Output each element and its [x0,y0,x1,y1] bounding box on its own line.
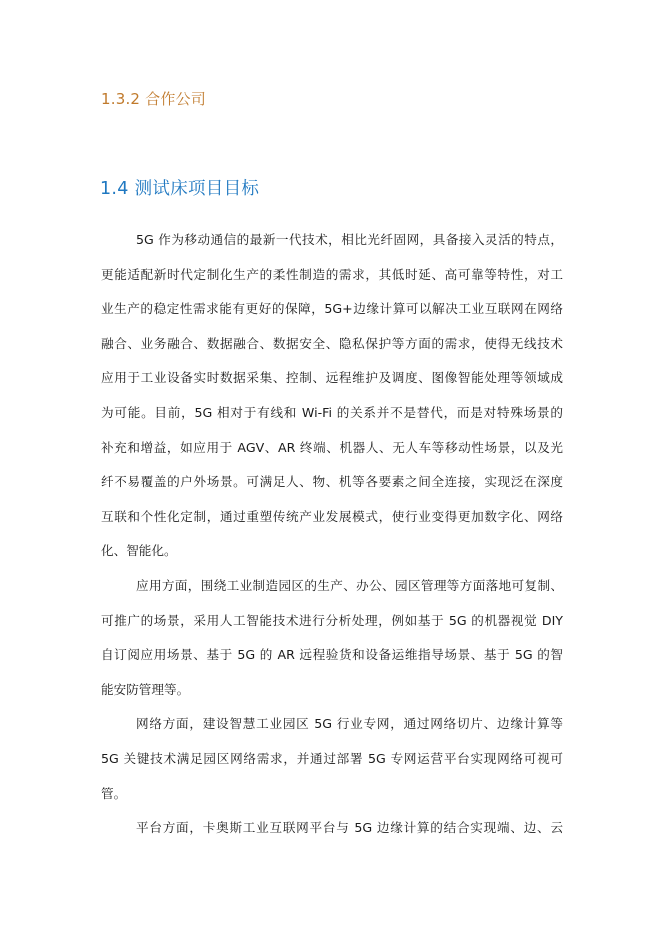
paragraph-1-line: 更能适配新时代定制化生产的柔性制造的需求，其低时延、高可靠等特性，对工 [101,266,563,282]
paragraph-1-line: 5G 作为移动通信的最新一代技术，相比光纤固网，具备接入灵活的特点， [136,232,563,247]
paragraph-2-line: 能安防管理等。 [101,681,190,697]
body-text [101,223,563,846]
paragraph-1-line: 为可能。目前，5G 相对于有线和 Wi-Fi 的关系并不是替代，而是对特殊场景的 [101,404,563,420]
paragraph-2-line: 应用方面，围绕工业制造园区的生产、办公、园区管理等方面落地可复制、 [136,577,563,593]
paragraph-1-line: 补充和增益，如应用于 AGV、AR 终端、机器人、无人车等移动性场景，以及光 [101,439,563,455]
paragraph-2-line: 可推广的场景，采用人工智能技术进行分析处理，例如基于 5G 的机器视觉 DIY [101,612,563,628]
paragraph-3-line: 5G 关键技术满足园区网络需求，并通过部署 5G 专网运营平台实现网络可视可 [101,750,563,766]
section-heading-1-4: 1.4 测试床项目目标 [100,179,260,199]
paragraph-1-line: 业生产的稳定性需求能有更好的保障，5G+边缘计算可以解决工业互联网在网络 [101,301,563,317]
paragraph-1-line: 化、智能化。 [101,543,177,559]
paragraph-3-line: 管。 [101,785,127,801]
paragraph-1-line: 互联和个性化定制，通过重塑传统产业发展模式，使行业变得更加数字化、网络 [101,508,563,524]
paragraph-2-line: 自订阅应用场景、基于 5G 的 AR 远程验货和设备运维指导场景、基于 5G 的智 [101,647,563,663]
paragraph-1-line: 纤不易覆盖的户外场景。可满足人、物、机等各要素之间全连接，实现泛在深度 [101,474,563,490]
paragraph-3-line: 网络方面，建设智慧工业园区 5G 行业专网，通过网络切片、边缘计算等 [136,716,563,732]
paragraph-1-line: 融合、业务融合、数据融合、数据安全、隐私保护等方面的需求，使得无线技术 [101,335,563,351]
paragraph-1-line: 应用于工业设备实时数据采集、控制、远程维护及调度、图像智能处理等领域成 [101,370,563,386]
paragraph-4-line: 平台方面，卡奥斯工业互联网平台与 5G 边缘计算的结合实现端、边、云 [136,820,563,836]
section-heading-1-3-2: 1.3.2 合作公司 [101,90,206,108]
